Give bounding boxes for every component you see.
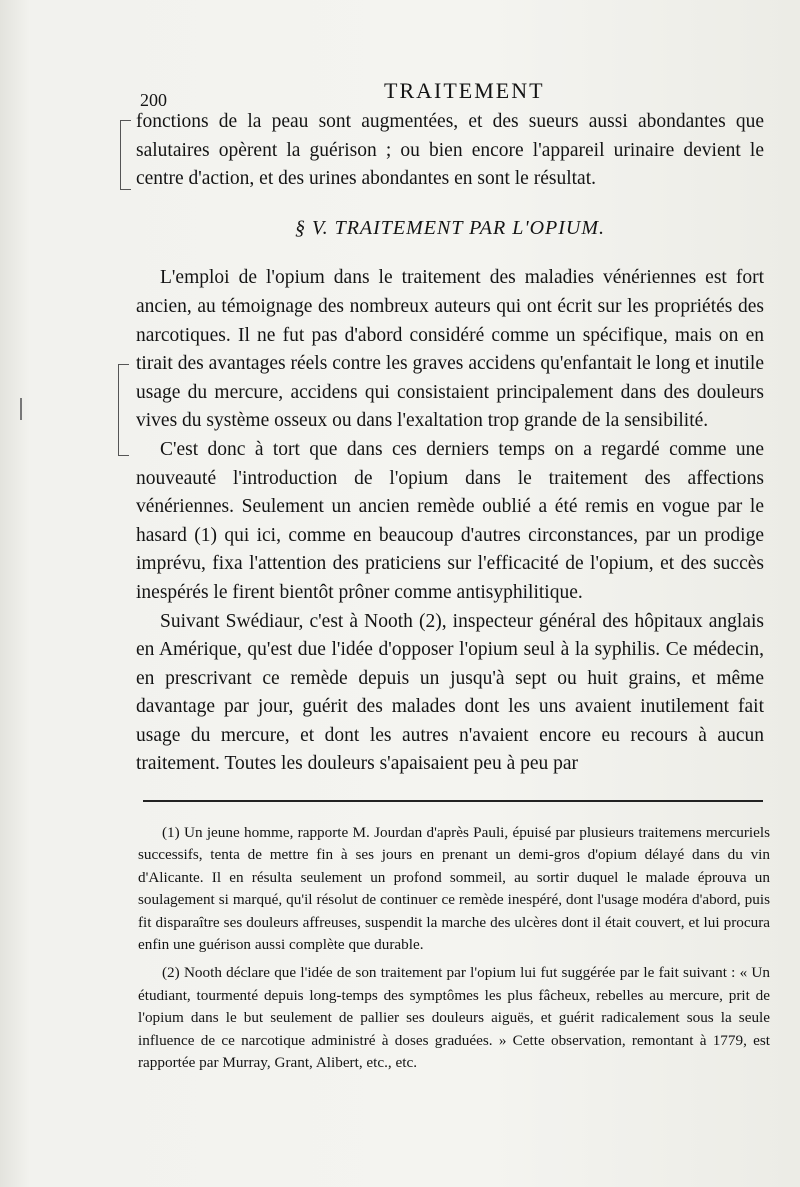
footnote-2: (2) Nooth déclare que l'idée de son traitement par l'opium lui fut suggérée par le fait suivant : « Un étudiant, tourmenté depuis long-temps des symptômes les plus fâcheux, rebelles au mercure, prit de l'opium dans le but seulement de pallier ses douleurs aiguës, et guérit radicalement sous la seule influence de ce narcotique administré à doses graduées. » Cette observation, remontant à 1779, est rapportée par Murray, Grant, Alibert, etc., etc. [138,964,770,1072]
main-text [136,108,764,779]
footnote-separator [143,800,763,802]
running-head: TRAITEMENT [384,78,545,103]
paragraph-nooth: Suivant Swédiaur, c'est à Nooth (2), inspecteur général des hôpitaux anglais en Amérique, qu'est due l'idée d'opposer l'opium seul à la syphilis. Ce médecin, en prescrivant ce remède depuis un jusqu'à sept ou huit grains, et même davantage par jour, guérit des malades dont les uns avaient inutilement fait usage du mercure, et dont les autres n'avaient encore eu recours à aucun traitement. Toutes les douleurs s'apaisaient peu à peu par [136,610,764,775]
intro-paragraph: fonctions de la peau sont augmentées, et des sueurs aussi abondantes que salutaires opèrent la guérison ; ou bien encore l'appareil urinaire devient le centre d'action, et des urines abondantes en sont le résultat. [136,111,764,190]
section-heading: § V. TRAITEMENT PAR L'OPIUM. [294,216,606,239]
margin-bracket-middle [118,364,129,456]
page-number: 200 [140,90,167,110]
paragraph-opium-revival: C'est donc à tort que dans ces derniers temps on a regardé comme une nouveauté l'introduction de l'opium dans le traitement des affections vénériennes. Seulement un ancien remède oublié a été remis en vogue par le hasard (1) qui ici, comme en beaucoup d'autres circonstances, par un prodige imprévu, fixa l'attention des praticiens sur l'efficacité de l'opium, et des succès inespérés le firent bientôt prôner comme antisyphilitique. [136,438,764,603]
footnotes [138,822,770,1080]
footnote-1: (1) Un jeune homme, rapporte M. Jourdan d'après Pauli, épuisé par plusieurs traitemens mercuriels successifs, tenta de mettre fin à ses jours en prenant un demi-gros d'opium délayé dans du vin d'Alicante. Il en résulta seulement un profond sommeil, au sortir duquel le malade éprouva un soulagement si marqué, qu'il résolut de continuer ce remède inespéré, dont l'usage modéra d'abord, puis fit disparaître ses douleurs affreuses, suspendit la marche des ulcères dont il était couvert, et lui procura enfin une guérison aussi complète que durable. [138,824,770,954]
margin-bracket-top [120,120,131,190]
margin-pencil-mark [20,398,22,420]
page-header [140,78,780,108]
paragraph-opium-history: L'emploi de l'opium dans le traitement des maladies vénériennes est fort ancien, au témoignage des nombreux auteurs qui ont écrit sur les propriétés des narcotiques. Il ne fut pas d'abord considéré comme un spécifique, mais on en tirait des avantages réels contre les graves accidens qu'enfantait le long et inutile usage du mercure, accidens qui consistaient principalement dans des douleurs vives du système osseux ou dans l'exaltation trop grande de la sensibilité. [136,267,764,432]
